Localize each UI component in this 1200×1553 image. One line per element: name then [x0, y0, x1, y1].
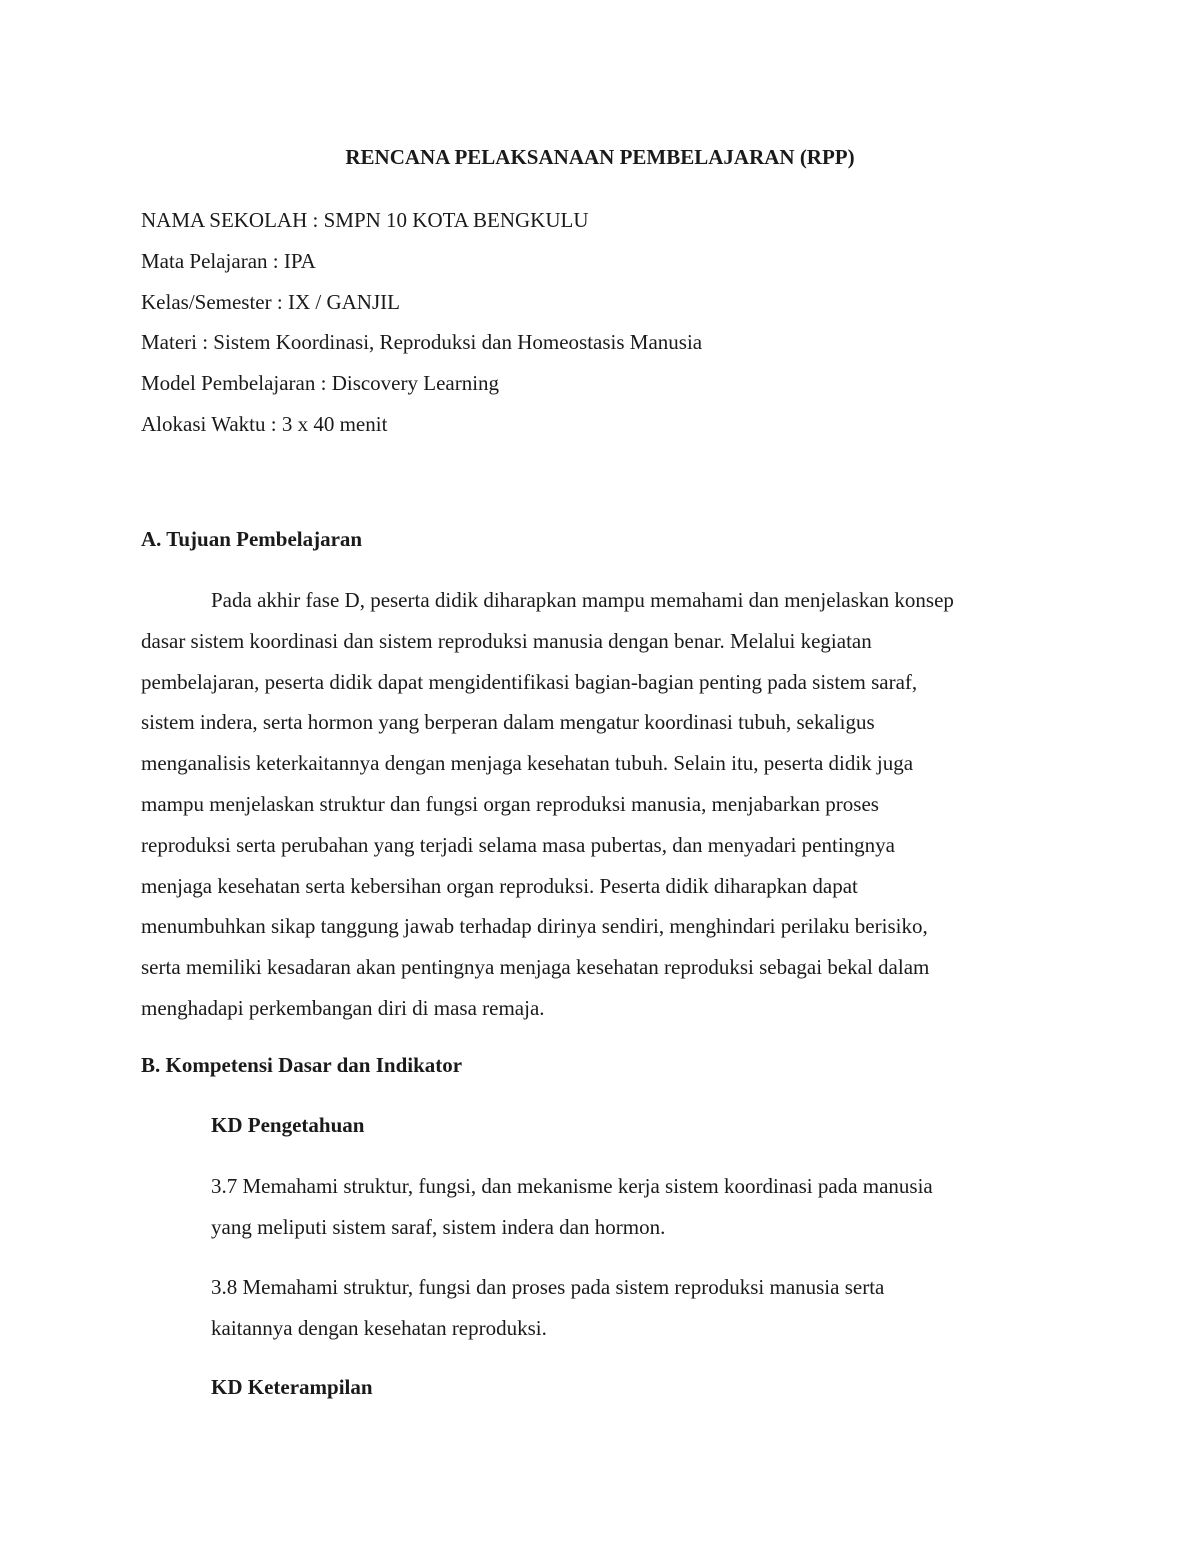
paragraph-line: menumbuhkan sikap tanggung jawab terhadap dirinya sendiri, menghindari perilaku berisiko, [141, 914, 928, 939]
paragraph-line: mampu menjelaskan struktur dan fungsi organ reproduksi manusia, menjabarkan proses [141, 791, 879, 816]
kd-item-line: yang meliputi sistem saraf, sistem indera dan hormon. [211, 1214, 666, 1239]
kd-item-line: kaitannya dengan kesehatan reproduksi. [211, 1315, 547, 1340]
paragraph-line: pembelajaran, peserta didik dapat mengidentifikasi bagian-bagian penting pada sistem saraf, [141, 669, 918, 694]
document-title: RENCANA PELAKSANAAN PEMBELAJARAN (RPP) [345, 145, 855, 169]
paragraph-line: sistem indera, serta hormon yang berperan dalam mengatur koordinasi tubuh, sekaligus [141, 710, 875, 735]
section-b-heading: B. Kompetensi Dasar dan Indikator [141, 1053, 463, 1077]
meta-school-name: NAMA SEKOLAH : SMPN 10 KOTA BENGKULU [141, 208, 589, 232]
paragraph-line: serta memiliki kesadaran akan pentingnya menjaga kesehatan reproduksi sebagai bekal dalam [141, 955, 930, 980]
paragraph-line: menganalisis keterkaitannya dengan menjaga kesehatan tubuh. Selain itu, peserta didik juga [141, 751, 914, 776]
section-a-paragraph [141, 580, 1061, 1029]
paragraph-line: dasar sistem koordinasi dan sistem reproduksi manusia dengan benar. Melalui kegiatan [141, 628, 872, 653]
kd-item-line: 3.7 Memahami struktur, fungsi, dan mekanisme kerja sistem koordinasi pada manusia [211, 1174, 933, 1198]
kd-item-3-7 [211, 1166, 1061, 1248]
section-a-heading: A. Tujuan Pembelajaran [141, 527, 363, 551]
document-meta-list [141, 200, 702, 445]
meta-topic: Materi : Sistem Koordinasi, Reproduksi dan Homeostasis Manusia [141, 330, 703, 355]
paragraph-line: menghadapi perkembangan diri di masa remaja. [141, 995, 545, 1020]
meta-learning-model: Model Pembelajaran : Discovery Learning [141, 371, 500, 396]
meta-subject: Mata Pelajaran : IPA [141, 248, 316, 273]
kd-item-line: 3.8 Memahami struktur, fungsi dan proses pada sistem reproduksi manusia serta [211, 1275, 885, 1299]
kd-keterampilan-heading: KD Keterampilan [211, 1375, 373, 1399]
paragraph-line: Pada akhir fase D, peserta didik diharapkan mampu memahami dan menjelaskan konsep [211, 588, 954, 612]
kd-item-3-8 [211, 1267, 1061, 1349]
paragraph-line: reproduksi serta perubahan yang terjadi selama masa pubertas, dan menyadari pentingnya [141, 832, 895, 857]
meta-class-semester: Kelas/Semester : IX / GANJIL [141, 289, 400, 314]
paragraph-line: menjaga kesehatan serta kebersihan organ reproduksi. Peserta didik diharapkan dapat [141, 873, 858, 898]
meta-time-allocation: Alokasi Waktu : 3 x 40 menit [141, 411, 388, 436]
kd-pengetahuan-heading: KD Pengetahuan [211, 1113, 365, 1137]
